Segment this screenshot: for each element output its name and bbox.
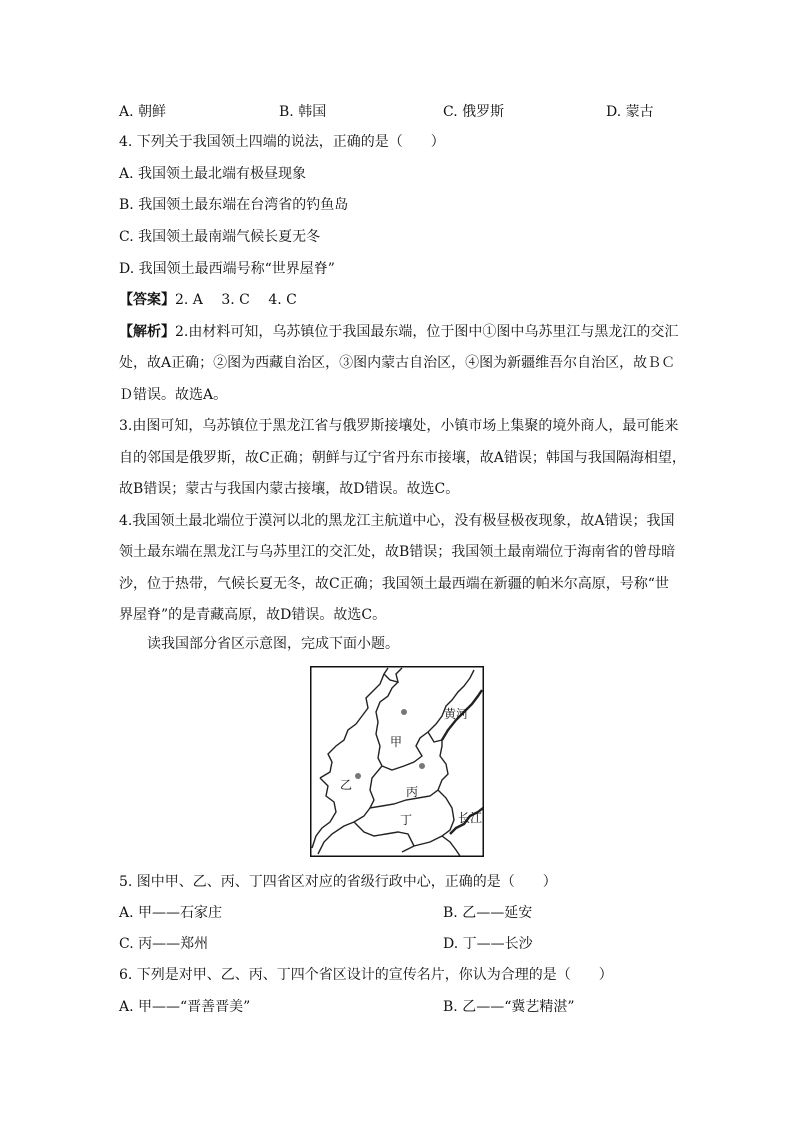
q5-stem: 5. 图中甲、乙、丙、丁四省区对应的省级行政中心，正确的是（ ） xyxy=(119,874,557,890)
q5-option-c: C. 丙——郑州 xyxy=(119,936,209,952)
answer-label: 【答案】 xyxy=(119,292,175,308)
q5-option-b: B. 乙——延安 xyxy=(443,905,533,921)
analysis-line-3: Ｄ错误。故选A。 xyxy=(119,387,228,403)
q4-option-b: B. 我国领土最东端在台湾省的钓鱼岛 xyxy=(119,197,349,213)
jia-capital-dot xyxy=(401,709,407,715)
analysis-line-9: 沙，位于热带，气候长夏无冬，故C正确；我国领土最西端在新疆的帕米尔高原，号称“世 xyxy=(119,576,669,592)
q6-stem: 6. 下列是对甲、乙、丙、丁四个省区设计的宣传名片，你认为合理的是（ ） xyxy=(119,967,613,983)
q3-option-b: B. 韩国 xyxy=(279,104,327,120)
q3-option-a: A. 朝鲜 xyxy=(119,104,167,120)
label-bing: 丙 xyxy=(406,785,419,799)
q3-option-c: C. 俄罗斯 xyxy=(443,104,505,120)
q5-option-a: A. 甲——石家庄 xyxy=(119,905,223,921)
label-changjiang: 长江 xyxy=(458,811,483,825)
analysis-line-10: 界屋脊”的是青藏高原，故D错误。故选C。 xyxy=(119,607,387,623)
label-ding: 丁 xyxy=(400,813,413,827)
q6-option-a: A. 甲——“晋善晋美” xyxy=(119,999,251,1015)
analysis-line-8: 领土最东端在黑龙江与乌苏里江的交汇处，故B错误；我国领土最南端位于海南省的曾母暗 xyxy=(119,544,676,560)
bing-capital-dot xyxy=(419,763,425,769)
province-map xyxy=(310,666,484,857)
q4-option-d: D. 我国领土最西端号称“世界屋脊” xyxy=(119,261,335,277)
q4-option-a: A. 我国领土最北端有极昼现象 xyxy=(119,166,307,182)
label-jia: 甲 xyxy=(390,735,403,749)
q4-stem: 4. 下列关于我国领土四端的说法，正确的是（ ） xyxy=(119,134,445,150)
analysis-text-1: 2.由材料可知，乌苏镇位于我国最东端，位于图中①图中乌苏里江与黑龙江的交汇 xyxy=(175,324,679,340)
answer-text: 2. A 3. C 4. C xyxy=(175,292,297,308)
answer-line xyxy=(119,290,297,310)
analysis-line-2: 处，故A正确；②图为西藏自治区，③图内蒙古自治区，④图为新疆维吾尔自治区，故ＢＣ xyxy=(119,355,676,371)
analysis-line-4: 3.由图可知，乌苏镇位于黑龙江省与俄罗斯接壤处，小镇市场上集聚的境外商人，最可能来 xyxy=(119,418,679,434)
analysis-label: 【解析】 xyxy=(119,324,175,340)
q6-option-b: B. 乙——“冀艺精湛” xyxy=(443,999,575,1015)
analysis-line-5: 自的邻国是俄罗斯，故C正确；朝鲜与辽宁省丹东市接壤，故A错误；韩国与我国隔海相望， xyxy=(119,450,686,466)
map-intro: 读我国部分省区示意图，完成下面小题。 xyxy=(147,636,399,652)
q3-option-d: D. 蒙古 xyxy=(606,104,654,120)
analysis-line-6: 故B错误；蒙古与我国内蒙古接壤，故D错误。故选C。 xyxy=(119,481,460,497)
analysis-line-1 xyxy=(119,322,678,342)
q4-option-c: C. 我国领土最南端气候长夏无冬 xyxy=(119,229,321,245)
q5-option-d: D. 丁——长沙 xyxy=(443,936,533,952)
analysis-line-7: 4.我国领土最北端位于漠河以北的黑龙江主航道中心，没有极昼极夜现象，故A错误；我国 xyxy=(119,513,675,529)
yi-capital-dot xyxy=(355,773,361,779)
label-yi: 乙 xyxy=(340,778,353,792)
label-huanghe: 黄河 xyxy=(444,707,469,721)
